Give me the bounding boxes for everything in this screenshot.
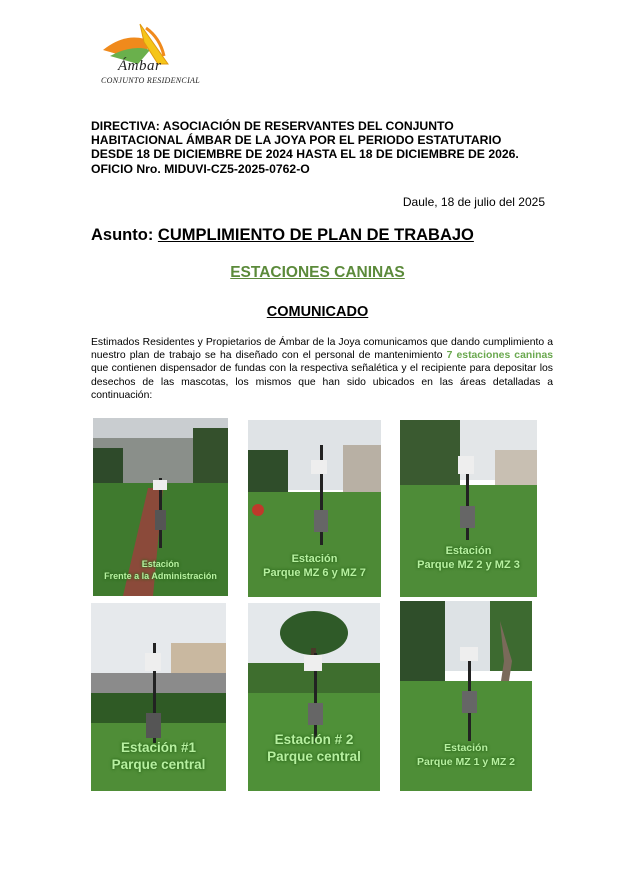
asunto-value: CUMPLIMIENTO DE PLAN DE TRABAJO <box>157 226 474 244</box>
asunto-label: Asunto: <box>91 226 154 244</box>
section-title: ESTACIONES CANINAS <box>230 264 405 281</box>
header-line: DIRECTIVA: ASOCIACIÓN DE RESERVANTES DEL CONJUNTO <box>91 119 454 133</box>
asunto <box>91 226 474 245</box>
station-photo <box>248 420 381 597</box>
photo-caption-line2: Parque MZ 6 y MZ 7 <box>263 567 366 579</box>
body-paragraph <box>91 336 553 402</box>
photo-caption-line2: Frente a la Administración <box>104 571 217 581</box>
body-text-part2: que contienen dispensador de fundas con la respectiva señalética y el recipiente para depositar los desechos de las mascotas, los mismos que han sido ubicados en las áreas detalladas a continuación: <box>91 363 553 401</box>
logo-word: Ámbar <box>118 58 162 74</box>
photo-caption-line2: Parque central <box>267 749 361 764</box>
document-date: Daule, 18 de julio del 2025 <box>402 195 545 209</box>
photo-caption-line1: Estación #1 <box>120 740 197 755</box>
photo-caption-line2: Parque MZ 1 y MZ 2 <box>416 756 516 768</box>
photo-caption-line1: Estación <box>291 553 338 565</box>
body-highlight: 7 estaciones caninas <box>446 350 553 362</box>
station-photo <box>248 603 380 791</box>
photo-caption-line2: Parque central <box>111 757 206 772</box>
photo-caption-line1: Estación <box>444 742 488 754</box>
header-line: HABITACIONAL ÁMBAR DE LA JOYA POR EL PERIODO ESTATUTARIO <box>91 133 502 148</box>
logo-subtitle: CONJUNTO RESIDENCIAL <box>101 76 200 85</box>
photo-caption-line1: Estación <box>141 559 180 569</box>
header-line: OFICIO Nro. MIDUVI-CZ5-2025-0762-O <box>91 161 310 176</box>
photo-caption-line1: Estación <box>445 545 492 557</box>
station-photo <box>93 418 228 596</box>
header-line: DESDE 18 DE DICIEMBRE DE 2024 HASTA EL 18 DE DICIEMBRE DE 2026. <box>91 147 519 162</box>
body-text-part1: Estimados Residentes y Propietarios de Ámbar de la Joya comunicamos que dando cumplimiento a nuestro plan de trabajo se ha diseñado con el personal de mantenimiento <box>91 337 553 362</box>
directiva-header <box>91 119 551 176</box>
comunicado-title: COMUNICADO <box>266 304 369 320</box>
station-photo <box>400 601 532 791</box>
station-photo <box>400 420 537 597</box>
station-photo <box>91 603 226 791</box>
photo-caption-line2: Parque MZ 2 y MZ 3 <box>417 559 520 571</box>
photo-caption-line1: Estación # 2 <box>274 732 354 747</box>
